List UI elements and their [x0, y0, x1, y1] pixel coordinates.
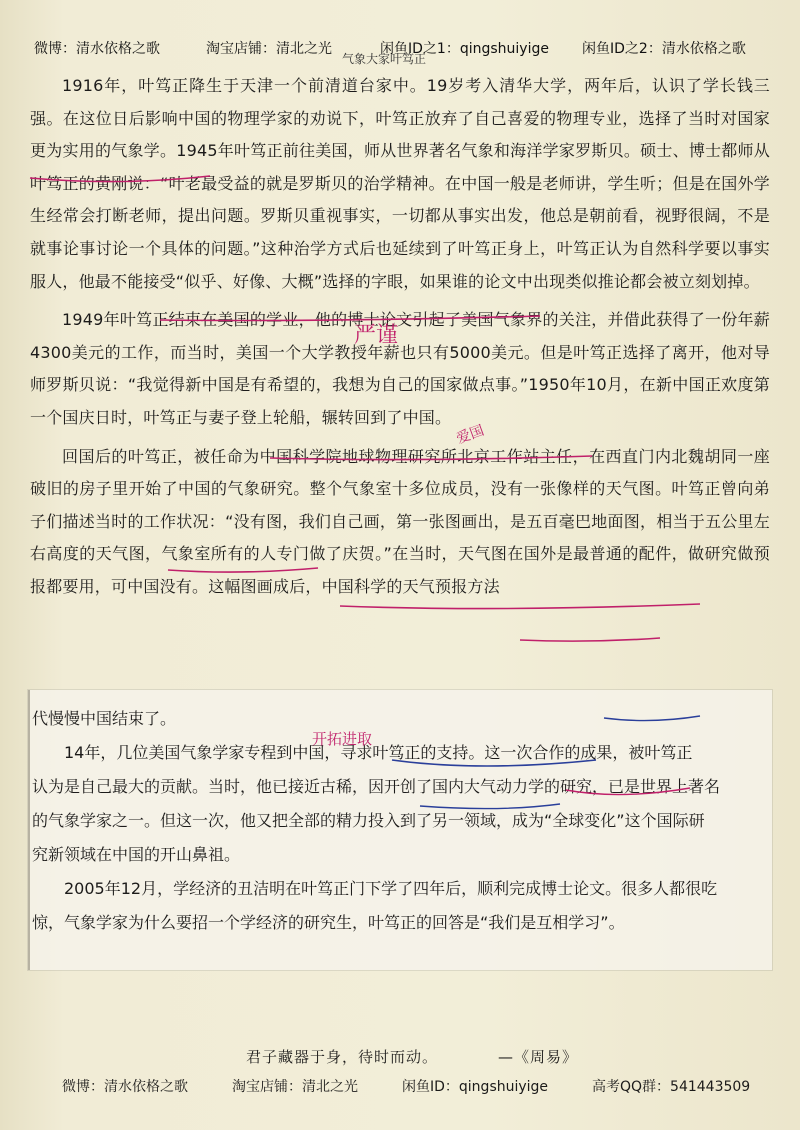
underline-mark — [420, 804, 560, 809]
footer-watermark — [0, 1074, 800, 1098]
header-xianyu-2: 闲鱼ID之2：清水依格之歌 — [582, 41, 746, 57]
footer-qq: 高考QQ群：541443509 — [592, 1079, 751, 1095]
overlay-line: 代慢慢中国结束了。 — [32, 709, 177, 728]
overlay-line: 的气象学家之一。但这一次，他又把全部的精力投入到了另一领域，成为“全球变化”这个国际研 — [32, 811, 705, 830]
paragraph-2: 1949年叶笃正结束在美国的学业，他的博士论文引起了美国气象界的关注，并借此获得了一份年薪4300美元的工作，而当时，美国一个大学教授年薪也只有5000美元。但是叶笃正选择了离开，他对导师罗斯贝说：“我觉得新中国是有希望的，我想为自己的国家做点事。”1950年10月，在新中国正欢度第一个国庆日时，叶笃正与妻子登上轮船，辗转回到了中国。 — [30, 310, 770, 427]
underline-mark — [392, 760, 596, 766]
paragraph-1: 1916年，叶笃正降生于天津一个前清道台家中。19岁考入清华大学，两年后，认识了学长钱三强。在这位日后影响中国的物理学家的劝说下，叶笃正放弃了自己喜爱的物理专业，选择了当时对国家更为实用的气象学。1945年叶笃正前往美国，师从世界著名气象和海洋学家罗斯贝。硕士、博士都师从叶笃正的黄刚说：“叶老最受益的就是罗斯贝的治学精神。在中国一般是老师讲，学生听；但是在国外学生经常会打断老师，提出问题。罗斯贝重视事实，一切都从事实出发，他总是朝前看，视野很阔，不是就事论事讨论一个具体的问题。”这种治学方式后也延续到了叶笃正身上，叶笃正认为自然科学要以事实服人，他最不能接受“似乎、好像、大概”选择的字眼，如果谁的论文中出现类似推论都会被立刻划掉。 — [30, 76, 770, 291]
header-weibo: 微博：清水依格之歌 — [34, 41, 160, 57]
overlay-line: 认为是自己最大的贡献。当时，他已接近古稀，因开创了国内大气动力学的研究，已是世界上著名 — [32, 777, 721, 796]
underline-mark — [30, 176, 210, 182]
underline-mark — [566, 788, 690, 795]
footer-taobao: 淘宝店铺：清北之光 — [232, 1079, 358, 1095]
footer-quote — [246, 1046, 578, 1067]
underline-mark — [270, 456, 592, 460]
underline-mark — [340, 604, 700, 609]
annotation-yanjin: 严谨 — [354, 323, 399, 348]
underline-mark — [604, 716, 700, 721]
annotation-aiguo: 爱国 — [454, 422, 487, 448]
underline-mark — [160, 316, 540, 321]
paragraph-3: 回国后的叶笃正，被任命为中国科学院地球物理研究所北京工作站主任，在西直门内北魏胡同一座破旧的房子里开始了中国的气象研究。整个气象室十多位成员，没有一张像样的天气图。叶笃正曾向弟子们描述当时的工作状况：“没有图，我们自己画，第一张图画出，是五百毫巴地面图，相当于五公里左右高度的天气图，气象室所有的人专门做了庆贺。”在当时，天气图在国外是最普通的配件，做研究做预报都要用，可中国没有。这幅图画成后，中国科学的天气预报方法 — [30, 446, 770, 596]
quote-text: 君子藏器于身，待时而动。 — [246, 1048, 439, 1066]
overlay-line: 究新领域在中国的开山鼻祖。 — [32, 845, 241, 864]
overlay-line: 14年，几位美国气象学家专程到中国，寻求叶笃正的支持。这一次合作的成果，被叶笃正 — [64, 743, 693, 762]
overlay-line: 2005年12月，学经济的丑洁明在叶笃正门下学了四年后，顺利完成博士论文。很多人都很吃 — [64, 879, 718, 898]
underline-mark — [168, 568, 318, 572]
footer-weibo: 微博：清水依格之歌 — [62, 1079, 188, 1095]
footer-xianyu: 闲鱼ID：qingshuiyige — [402, 1079, 549, 1095]
annotation-kaituo: 开拓进取 — [312, 730, 373, 748]
header-xianyu-1: 闲鱼ID之1：qingshuiyige — [380, 41, 549, 57]
header-taobao: 淘宝店铺：清北之光 — [206, 41, 332, 57]
underline-mark — [520, 638, 660, 641]
overlay-line: 惊，气象学家为什么要招一个学经济的研究生，叶笃正的回答是“我们是互相学习”。 — [32, 913, 625, 932]
article-title: 气象大家叶笃正 — [342, 52, 427, 66]
quote-source: —《周易》 — [498, 1048, 579, 1066]
